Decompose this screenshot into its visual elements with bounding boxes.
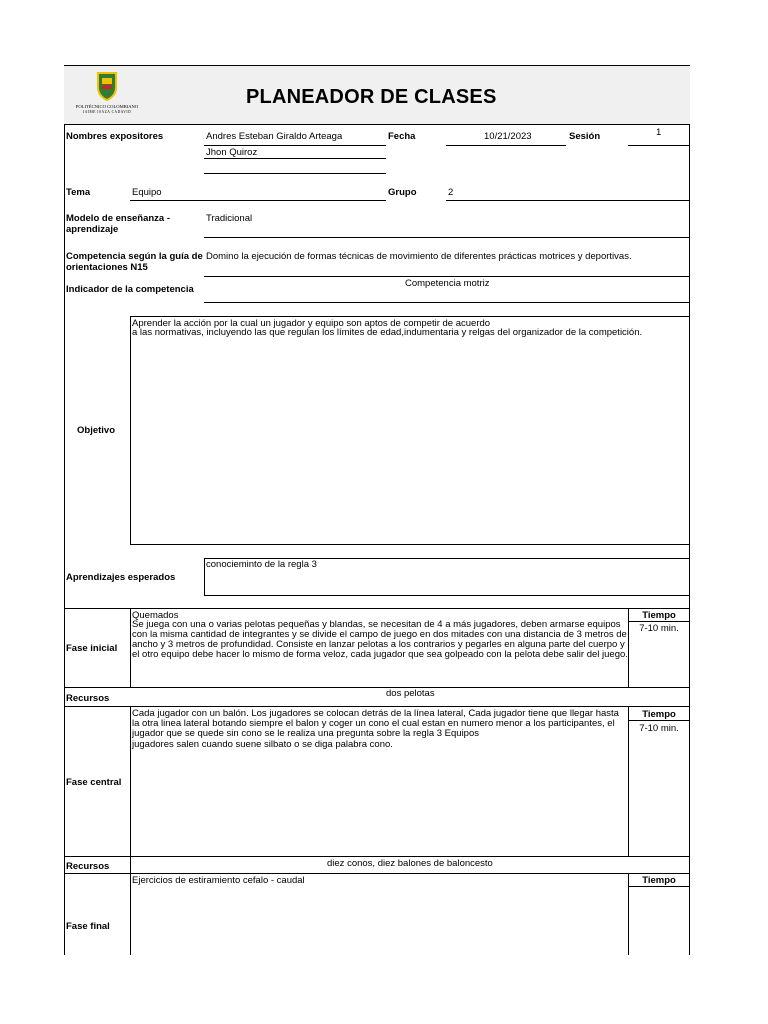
fase-inicial-tiempo-value: 7-10 min. — [639, 623, 679, 634]
aprendizajes-value: conocieminto de la regla 3 — [206, 559, 317, 570]
title-bottom — [64, 124, 690, 125]
fase-final-label: Fase final — [66, 921, 110, 932]
recursos-1-label: Recursos — [66, 693, 110, 704]
fase-central-label: Fase central — [66, 777, 122, 788]
grupo-underline — [446, 200, 690, 201]
indicador-underline — [204, 302, 690, 303]
recursos-1-bottom — [64, 706, 690, 707]
fase-inicial-top — [64, 608, 690, 609]
indicador-value: Competencia motriz — [405, 278, 490, 289]
fase-inicial-tiempo-underline — [628, 621, 690, 622]
fase-inicial-label: Fase inicial — [66, 643, 118, 654]
fase-inicial-text: Se juega con una o varias pelotas pequeñas y blandas, se necesitan de 4 a más jugadores, deben armarse equipos con la misma cantidad de integrantes y se divide el campo de juego en dos mitades con una distancia de 3 metros de ancho y 3 metros de profundidad. Consiste en lanzar pelotas a los contrarios y pegarles en alguna parte del cuerpo y el otro equipo debe hacer lo mismo de forma veloz, cada jugador que sea golpeado con la pelota debe salir del juego. — [132, 619, 628, 660]
expositor-1-underline — [204, 145, 386, 146]
fase-central-text: Cada jugador con un balón. Los jugadores se colocan detrás de la línea lateral, Cada jugador tiene que llegar hasta la otra linea lateral botando siempre el balon y coger un cono el cual estan en numero menor a los participantes, el jugador que se quede sin cono se le realiza una pregunta sobre la regla 3 Equipos — [132, 708, 619, 739]
recursos-2-divider — [130, 856, 131, 874]
fase-inicial-divider — [130, 608, 131, 688]
expositor-2-underline — [204, 158, 386, 159]
aprendizajes-label: Aprendizajes esperados — [66, 572, 176, 583]
modelo-underline — [204, 237, 690, 238]
sesion-label: Sesión — [569, 131, 601, 142]
sesion-underline — [628, 145, 689, 146]
logo-text-1: POLITÉCNICO COLOMBIANO — [75, 104, 139, 109]
fase-final-text: Ejercicios de estiramiento cefalo - caudal — [132, 875, 305, 886]
fase-final-divider — [130, 873, 131, 955]
objetivo-line-2: a las normativas, incluyendo las que regulan los límites de edad,indumentaria y relgas del organizador de la competición. — [132, 327, 643, 338]
logo-text-2: JAIME ISAZA CADAVID — [82, 110, 132, 114]
objetivo-label: Objetivo — [77, 425, 116, 436]
page-title: PLANEADOR DE CLASES — [246, 86, 497, 108]
nombres-label: Nombres expositores — [66, 131, 164, 142]
logo — [74, 70, 140, 120]
grupo-value: 2 — [448, 187, 454, 198]
objetivo-line-1: Aprender la acción por la cual un jugador y equipo son aptos de competir de acuerdo — [132, 318, 491, 329]
modelo-value: Tradicional — [206, 213, 253, 224]
sesion-value: 1 — [656, 127, 662, 138]
expositor-1: Andres Esteban Giraldo Arteaga — [206, 131, 343, 142]
fase-final-tiempo-label: Tiempo — [642, 875, 676, 886]
frame-left — [64, 65, 65, 955]
competencia-underline — [204, 276, 690, 277]
fase-inicial-title: Quemados — [132, 610, 179, 621]
recursos-2-label: Recursos — [66, 861, 110, 872]
fase-central-bottom — [64, 856, 690, 857]
fase-central-divider — [130, 706, 131, 856]
fase-central-tiempo-value: 7-10 min. — [639, 723, 679, 734]
tema-value: Equipo — [132, 187, 162, 198]
fase-final-tiempo-underline — [628, 886, 690, 887]
objetivo-box — [130, 316, 690, 545]
fecha-value: 10/21/2023 — [484, 131, 532, 142]
fase-inicial-bottom — [64, 687, 690, 688]
grupo-label: Grupo — [388, 187, 417, 198]
recursos-1-value: dos pelotas — [386, 688, 435, 699]
fase-central-tiempo-label: Tiempo — [642, 709, 676, 720]
fase-central-text-2: jugadores salen cuando suene silbato o se diga palabra cono. — [132, 739, 393, 750]
fase-central-tiempo-underline — [628, 720, 690, 721]
recursos-2-value: diez conos, diez balones de baloncesto — [327, 858, 493, 869]
fase-inicial-tiempo-label: Tiempo — [642, 610, 676, 621]
tema-underline — [130, 200, 386, 201]
fecha-label: Fecha — [388, 131, 416, 142]
expositor-2: Jhon Quiroz — [206, 147, 258, 158]
tema-label: Tema — [66, 187, 91, 198]
competencia-label: Competencia según la guía de orientaciones N15 — [66, 251, 203, 273]
competencia-value: Domino la ejecución de formas técnicas de movimiento de diferentes prácticas motrices y deportivas. — [206, 251, 632, 262]
fecha-underline — [446, 145, 566, 146]
recursos-2-bottom — [64, 873, 690, 874]
expositor-3-underline — [204, 173, 386, 174]
indicador-label: Indicador de la competencia — [66, 284, 194, 295]
modelo-label: Modelo de enseñanza - aprendizaje — [66, 213, 170, 235]
